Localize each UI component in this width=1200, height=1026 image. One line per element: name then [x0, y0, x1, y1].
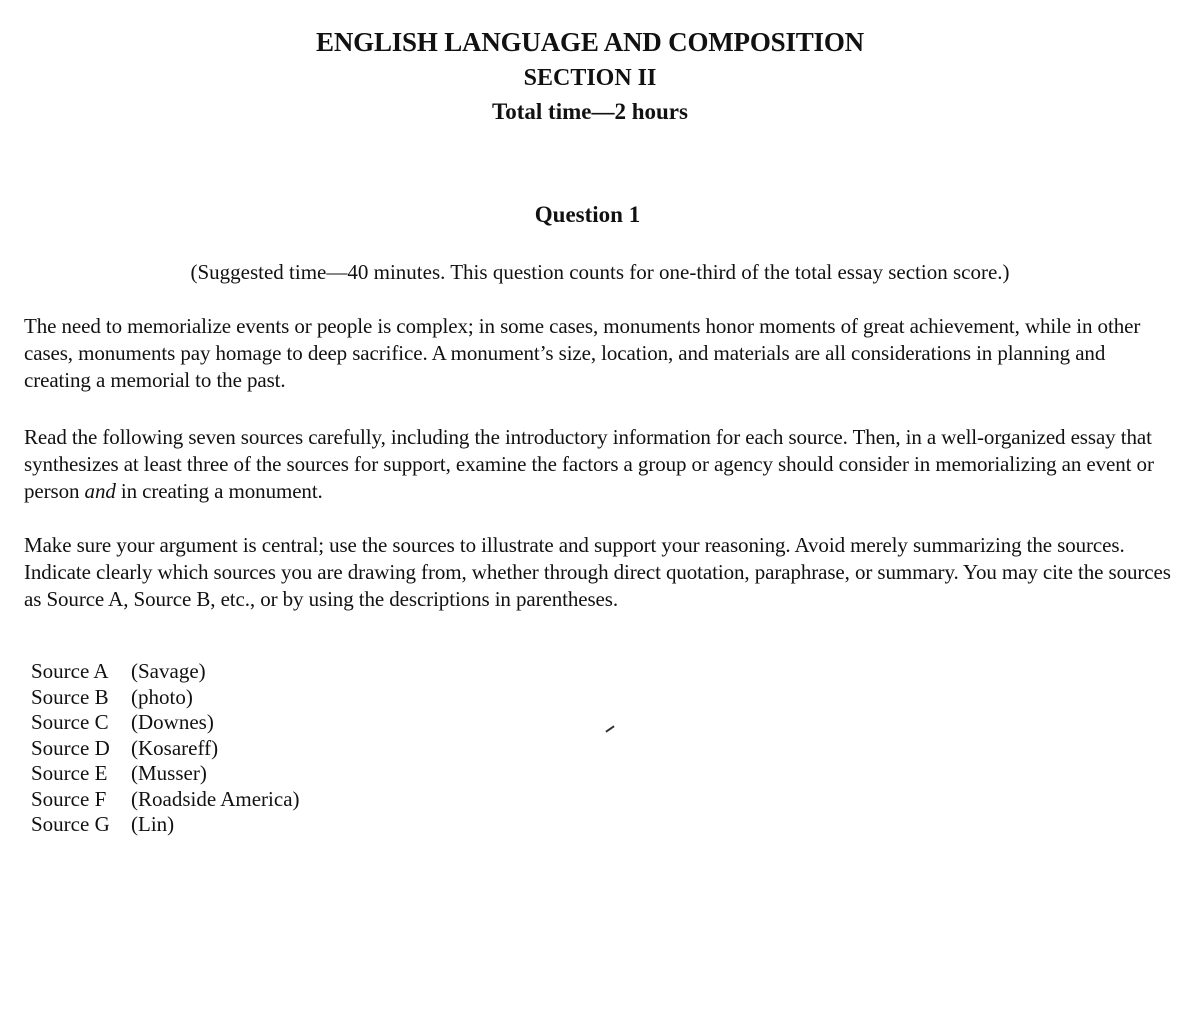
source-description: (Lin): [131, 812, 175, 836]
list-item: [31, 761, 300, 787]
instructions-paragraph: [24, 424, 1174, 505]
guidance-paragraph: Make sure your argument is central; use the sources to illustrate and support your reasoning. Avoid merely summarizing the sources. Indicate clearly which sources you are drawing from, whether through direct quotation, paraphrase, or summary. You may cite the sources as Source A, Source B, etc., or by using the descriptions in parentheses.: [24, 533, 1171, 611]
list-item: [31, 787, 300, 813]
source-description: (Musser): [131, 761, 207, 785]
exam-title: ENGLISH LANGUAGE AND COMPOSITION: [316, 27, 864, 57]
source-list: [31, 659, 300, 838]
source-label: Source E: [31, 761, 108, 785]
list-item: [31, 659, 300, 685]
suggested-time-note: (Suggested time—40 minutes. This question counts for one-third of the total essay section score.): [190, 260, 1010, 284]
source-label: Source A: [31, 659, 109, 683]
source-label: Source C: [31, 710, 109, 734]
instructions-text-after: in creating a monument.: [115, 479, 323, 503]
total-time: Total time—2 hours: [492, 99, 688, 124]
stray-pen-mark: [605, 725, 614, 732]
source-description: (Savage): [131, 659, 206, 683]
list-item: [31, 812, 300, 838]
page-header: [0, 26, 1180, 127]
instructions-emphasis: and: [84, 479, 116, 503]
source-description: (Downes): [131, 710, 214, 734]
list-item: [31, 710, 300, 736]
source-label: Source G: [31, 812, 110, 836]
source-label: Source F: [31, 786, 107, 811]
source-label: Source D: [31, 735, 110, 760]
instructions-text-before: Read the following seven sources carefully, including the introductory information for each source. Then, in a well-organized essay that synthesizes at least three of the sources for support, examine the factors a group or agency should consider in memorializing an event or person: [24, 425, 1154, 503]
source-description: (Kosareff): [131, 735, 219, 760]
source-description: (Roadside America): [131, 786, 300, 811]
section-heading: SECTION II: [523, 65, 657, 91]
intro-paragraph: The need to memorialize events or people is complex; in some cases, monuments honor moments of great achievement, while in other cases, monuments pay homage to deep sacrifice. A monument’s size, location, and materials are all considerations in planning and creating a memorial to the past.: [24, 314, 1141, 392]
list-item: [31, 736, 300, 762]
source-label: Source B: [31, 684, 109, 709]
question-title: Question 1: [534, 202, 641, 227]
source-description: (photo): [131, 684, 193, 709]
list-item: [31, 685, 300, 711]
